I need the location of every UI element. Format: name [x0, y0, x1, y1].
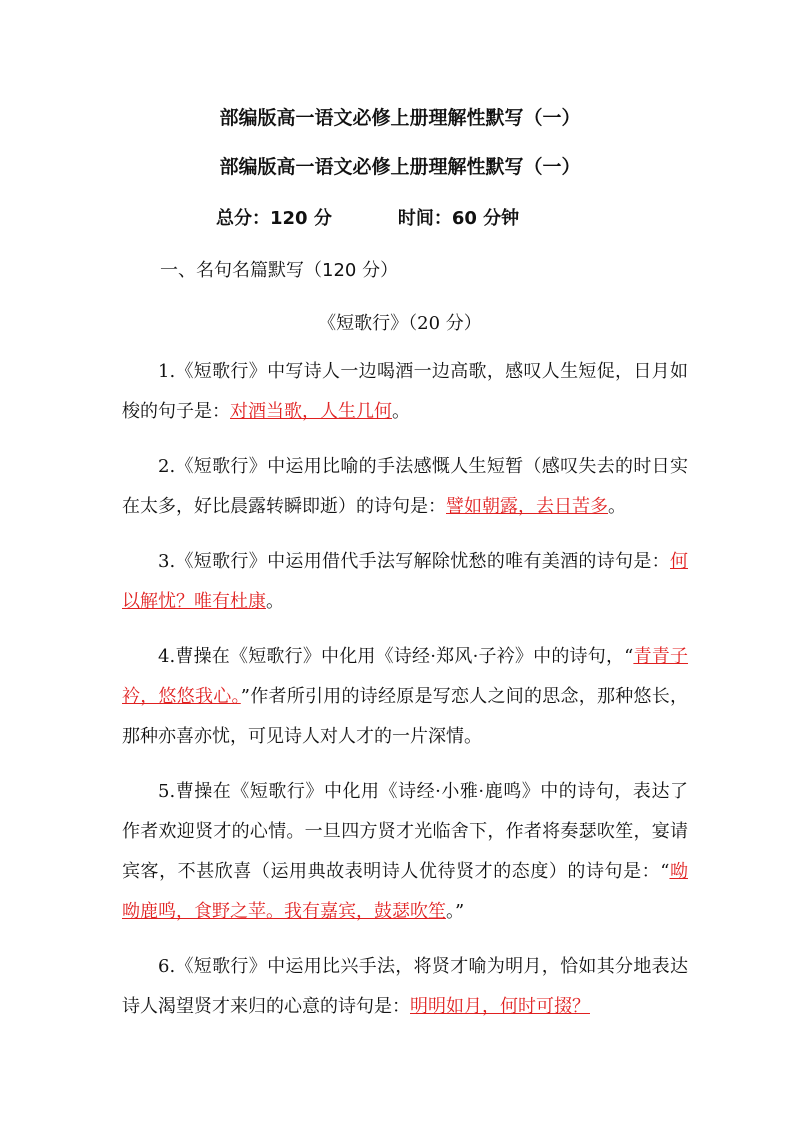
- question-5: [122, 772, 688, 932]
- question-answer: 何以解忧？唯有杜康: [122, 551, 688, 612]
- question-4: [122, 637, 688, 757]
- question-1: [122, 352, 688, 432]
- question-2: [122, 447, 688, 527]
- time-limit: 时间：60 分钟: [397, 208, 520, 229]
- question-prompt: 5.曹操在《短歌行》中化用《诗经·小雅·鹿鸣》中的诗句，表达了作者欢迎贤才的心情。一旦四方贤才光临舍下，作者将奏瑟吹笙，宴请宾客，不甚欣喜（运用典故表明诗人优待贤才的态度）的诗句是：“: [122, 781, 688, 882]
- question-prompt: 2.《短歌行》中运用比喻的手法感慨人生短暂（感叹失去的时日实在太多，好比晨露转瞬即逝）的诗句是：: [122, 456, 688, 517]
- question-suffix: 。: [608, 496, 626, 517]
- question-suffix: 。”: [446, 901, 465, 922]
- question-suffix: 。: [392, 401, 410, 422]
- question-suffix: 。: [266, 591, 284, 612]
- question-prompt: 3.《短歌行》中运用借代手法写解除忧愁的唯有美酒的诗句是：: [158, 551, 670, 572]
- total-score: 总分：120 分: [216, 208, 332, 229]
- question-answer: 譬如朝露，去日苦多: [446, 496, 608, 517]
- question-answer: 青青子衿，悠悠我心。: [122, 646, 688, 707]
- question-answer: 呦呦鹿鸣，食野之苹。我有嘉宾，鼓瑟吹笙: [122, 861, 688, 922]
- question-answer: 对酒当歌，人生几何: [230, 401, 392, 422]
- question-6: [122, 947, 688, 1027]
- question-prompt: 1.《短歌行》中写诗人一边喝酒一边高歌，感叹人生短促，日月如梭的句子是：: [122, 361, 688, 422]
- document-title-repeat: 部编版高一语文必修上册理解性默写（一）: [219, 156, 581, 178]
- question-answer: 明明如月，何时可掇？: [410, 996, 590, 1017]
- question-prompt: 4.曹操在《短歌行》中化用《诗经·郑风·子衿》中的诗句，“: [158, 646, 634, 667]
- section-heading: 一、名句名篇默写（120 分）: [160, 260, 399, 281]
- poem-heading: 《短歌行》（20 分）: [318, 313, 482, 334]
- question-prompt: 6.《短歌行》中运用比兴手法，将贤才喻为明月，恰如其分地表达诗人渴望贤才来归的心意的诗句是：: [122, 956, 688, 1017]
- question-suffix: ”作者所引用的诗经原是写恋人之间的思念，那种悠长，那种亦喜亦忧，可见诗人对人才的一片深情。: [122, 686, 689, 747]
- document-title: 部编版高一语文必修上册理解性默写（一）: [219, 107, 581, 129]
- question-3: [122, 542, 688, 622]
- exam-meta: [216, 204, 519, 234]
